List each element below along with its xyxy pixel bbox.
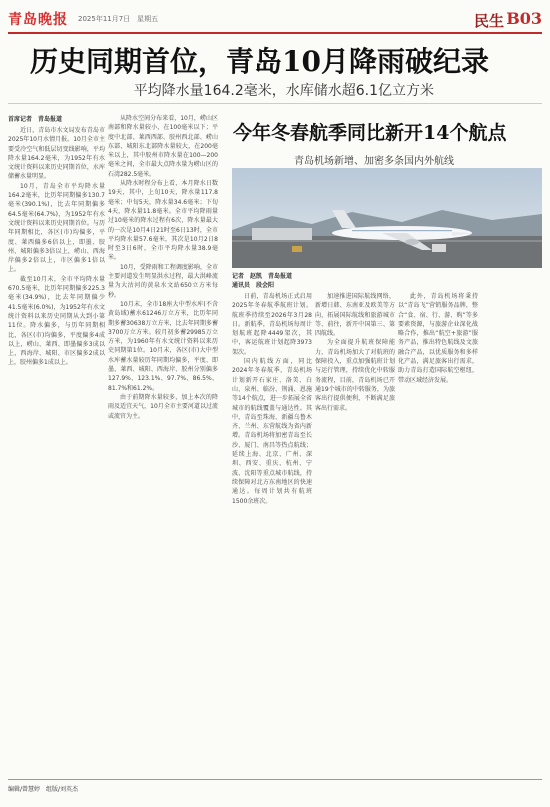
headline-divider <box>8 103 542 104</box>
article-paragraph: 国内航线方面，同比2024年冬春航季，青岛机场计划新开石家庄、洛美、白山、泉州、临汾、荆涌、恩施等14个航点，进一步拓展全省城市的航线覆盖与通达性。其中，青岛至珠海、新疆乌鲁木齐、兰州、东营航线为省内新增。青岛机场将加密青岛至长沙、厦门、南昌等热点航线；延续上海、北京、广州、深圳、西安、重庆、杭州、宁波、沈阳等重点城市航线，持续保障对北方东南地区的快速通达。每周计划共有航班1500余班次。 <box>232 358 312 505</box>
newspaper-logo: 青岛晚报 <box>8 12 68 28</box>
footer-rule <box>8 779 542 780</box>
main-article-column-2 <box>108 114 218 606</box>
page-number: B03 <box>506 9 542 28</box>
article-paragraph: 10月，青岛全市平均降水量164.2毫米，比历年同期偏多130.7毫米(390.1%)，比去年同期偏多64.5毫米(64.7%)，为1952年有水文统计资料以来历史同期首位。与历年同期相比，各区(市)均偏多，平度、莱西偏多6倍以上，即墨、胶州、城阳偏多3倍以上，崂山、西海岸偏多2倍以上，市区偏多1倍以上。 <box>8 182 105 274</box>
editor-credits: 编辑/曾慧婷 组版/刘英杰 <box>8 786 79 793</box>
article-paragraph: 此外，青岛机场将秉持以“青岛飞”营销服务品牌，整合“食、宿、行、游、购”等多要素资源，与旅游企业深化战略合作，推出“航空+旅游”服务产品，推出特色航线及文旅融合产品，以优质服务和多样化产品，满足旅客出行需求，助力青岛打造国际航空枢纽，带动区域经济发展。 <box>398 293 478 384</box>
section-name: 民生 <box>473 12 504 30</box>
flight-subheadline: 青岛机场新增、加密多条国内外航线 <box>294 156 454 167</box>
article-paragraph: 日前，青岛机场正式启用2025年冬春航季航班计划。航班季持续至2026年3月28日。新航季，青岛机场每周计划航班起降4449架次，其中，客运航班计划起降3973架次。 <box>232 293 312 356</box>
flight-byline: 记者 赵凯 青岛报道 通讯员 段会阳 <box>232 273 293 289</box>
article-paragraph: 近日，青岛市水文局发布青岛市2025年10月水情月报。10月全市主要受冷空气和低层切变线影响，平均降水量164.2毫米，为1952年有水文统计资料以来历史同期首位，水库储蓄水量明显。 <box>8 127 105 181</box>
airport-photo <box>232 168 542 268</box>
main-byline: 首席记者 青岛报道 <box>8 116 63 123</box>
article-paragraph: 从降水时程分布上看，本月降水日数19天，其中，上旬10天，降水量117.8毫米；中旬5天，降水量34.6毫米；下旬4天，降水量11.8毫米。全市平均降雨量过10毫米的降水过程有6次，降水量最大的一次是10月4日21时至6日13时，全市平均降水量57.6毫米，其次是10月2日8时至3日6时，全市平均降水量38.9毫米。 <box>108 180 218 262</box>
article-paragraph: 为全面提升航班保障能力，青岛机场加大了对航班的保障投入，重点加强航班计划与运行管理，持续优化中转服务流程，目前，青岛机场已开通19个城市的中转服务，为旅客出行提供便利，不断满足旅客出行需求。 <box>315 339 395 412</box>
article-paragraph: 10月末，全市18座大中型水库(不含黄岛域)蓄水61246万立方米，比历年同期多蓄30638万立方米，比去年同期多蓄3700万立方米。较月初多蓄29985万立方米，为1960年有水文统计资料以来历史同期第1位。10月末，各区(市)大中型水库蓄水量较历年同期均偏多，平度、即墨、莱西、城阳、西海岸、胶州分别偏多127.9%、123.1%、97.7%、86.5%、81.7%和61.2%。 <box>108 300 218 392</box>
article-paragraph: 从降水空间分布来看，10月，崂山区南部和降水量较小，在100毫米以下；平度中北部、莱西西部、胶州西北部、崂山东部、城阳东北部降水量较大，在200毫米以上，其中胶州市降水量在100—200毫米之间，全市最大点降水量为崂山区的石湾282.5毫米。 <box>108 115 218 178</box>
article-paragraph: 截至10月末，全市平均降水量670.5毫米，比历年同期偏多225.3毫米(34.9%)，比去年同期偏少41.5毫米(6.0%)，为1952年有水文统计资料以来历史同期从大到小第11位。降水偏多，与历年同期相比，各区(市)均偏多，平度偏多4成以上，崂山、莱西、即墨偏多3成以上，西海岸、城阳、市区偏多2成以上，胶州偏多1成以上。 <box>8 275 105 367</box>
article-paragraph: 由于前期降水量较多，加上本次的降雨及适宜天气，10月全市主要河道以过流或流官为主。 <box>108 393 218 420</box>
page-header <box>8 8 542 30</box>
airplane-photo-illustration <box>232 168 542 268</box>
flight-article-column-1 <box>232 292 312 608</box>
main-subheadline: 平均降水量164.2毫米，水库储水超6.1亿立方米 <box>133 83 434 99</box>
main-article-column-1 <box>8 126 105 606</box>
article-paragraph: 加速推进国际航线网络，新增日韩、东南亚及欧美等方向，拓展国际航线和旅游城市等、前往，新开中国第三、第四航线。 <box>315 293 395 338</box>
header-rule <box>8 32 542 34</box>
main-headline: 历史同期首位，青岛10月降雨破纪录 <box>30 45 489 78</box>
flight-headline: 今年冬春航季同比新开14个航点 <box>233 122 507 144</box>
flight-article-column-3 <box>398 292 478 608</box>
issue-date: 2025年11月7日 星期五 <box>78 15 159 23</box>
article-paragraph: 10月，受降雨和工程调度影响，全市主要河道发生明显洪水过程，最大洪峰流量为大沽河的黄泉水文站650立方米每秒。 <box>108 263 218 299</box>
flight-article-column-2 <box>315 292 395 608</box>
